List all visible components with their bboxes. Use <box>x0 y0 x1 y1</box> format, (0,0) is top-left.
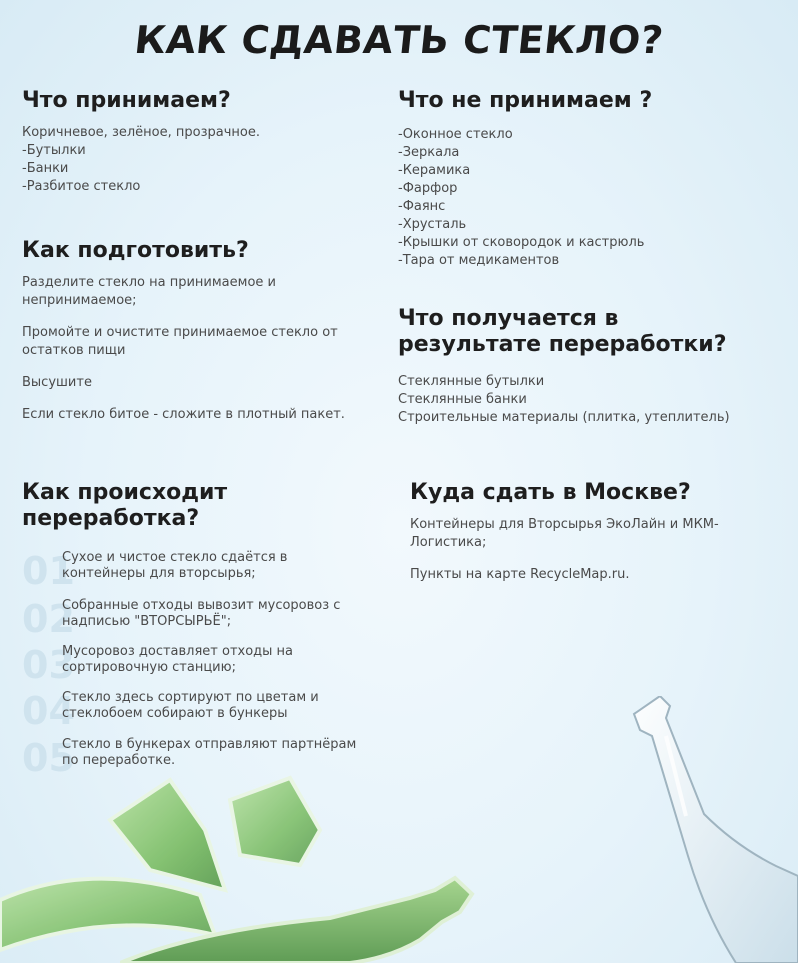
accepted-list <box>22 124 362 196</box>
list-item: -Хрусталь <box>398 217 467 232</box>
list-item: -Оконное стекло <box>398 127 513 142</box>
result-heading: Что получается в результате переработки? <box>398 306 727 357</box>
prepare-step: Разделите стекло на принимаемое и непринимаемое; <box>22 275 276 308</box>
list-item: -Керамика <box>398 163 471 178</box>
list-item: -Разбитое стекло <box>22 179 141 194</box>
prepare-heading: Как подготовить? <box>22 238 249 263</box>
list-item: -Крышки от сковородок и кастрюль <box>398 235 645 250</box>
list-item: -Банки <box>22 161 69 176</box>
clear-bottle-icon <box>626 696 798 963</box>
moscow-item: Контейнеры для Вторсырья ЭкоЛайн и МКМ-Логистика; <box>410 517 719 550</box>
list-item: Коричневое, зелёное, прозрачное. <box>22 125 260 140</box>
prepare-steps <box>22 274 372 438</box>
green-bottle-icon <box>120 860 480 963</box>
list-item: -Фаянс <box>398 199 446 214</box>
list-item: -Фарфор <box>398 181 458 196</box>
step-number: 03 <box>22 643 75 687</box>
step-text: Мусоровоз доставляет отходы на сортировочную станцию; <box>62 644 294 675</box>
step-number: 02 <box>22 597 75 641</box>
list-item: -Зеркала <box>398 145 460 160</box>
prepare-step: Если стекло битое - сложите в плотный пакет. <box>22 407 345 422</box>
logo-icon <box>36 0 66 6</box>
moscow-list <box>410 516 790 598</box>
accepted-heading: Что принимаем? <box>22 88 231 113</box>
step-text: Стекло в бункерах отправляют партнёрам по переработке. <box>62 737 357 768</box>
list-item: Строительные материалы (плитка, утеплитель) <box>398 410 730 425</box>
moscow-heading: Куда сдать в Москве? <box>410 480 691 505</box>
list-item: Стеклянные бутылки <box>398 374 545 389</box>
step-text: Сухое и чистое стекло сдаётся в контейнеры для вторсырья; <box>62 550 288 581</box>
step-text: Стекло здесь сортируют по цветам и стеклобоем собирают в бункеры <box>62 690 319 721</box>
step-number: 05 <box>22 736 75 780</box>
step-text: Собранные отходы вывозит мусоровоз с надписью "ВТОРСЫРЬЁ"; <box>62 598 341 629</box>
prepare-step: Высушите <box>22 375 92 390</box>
result-list <box>398 373 778 427</box>
page-title: КАК СДАВАТЬ СТЕКЛО? <box>132 18 666 62</box>
prepare-step: Промойте и очистите принимаемое стекло от остатков пищи <box>22 325 338 358</box>
not-accepted-list <box>398 126 778 270</box>
process-heading: Как происходит переработка? <box>22 480 228 531</box>
process-step <box>22 550 382 594</box>
step-number: 04 <box>22 689 75 733</box>
not-accepted-heading: Что не принимаем ? <box>398 88 653 113</box>
process-step <box>22 644 382 688</box>
list-item: Стеклянные банки <box>398 392 527 407</box>
list-item: -Тара от медикаментов <box>398 253 560 268</box>
list-item: -Бутылки <box>22 143 86 158</box>
process-step <box>22 598 382 642</box>
step-number: 01 <box>22 549 75 593</box>
process-step <box>22 690 382 734</box>
moscow-item: Пункты на карте RecycleMap.ru. <box>410 567 630 582</box>
